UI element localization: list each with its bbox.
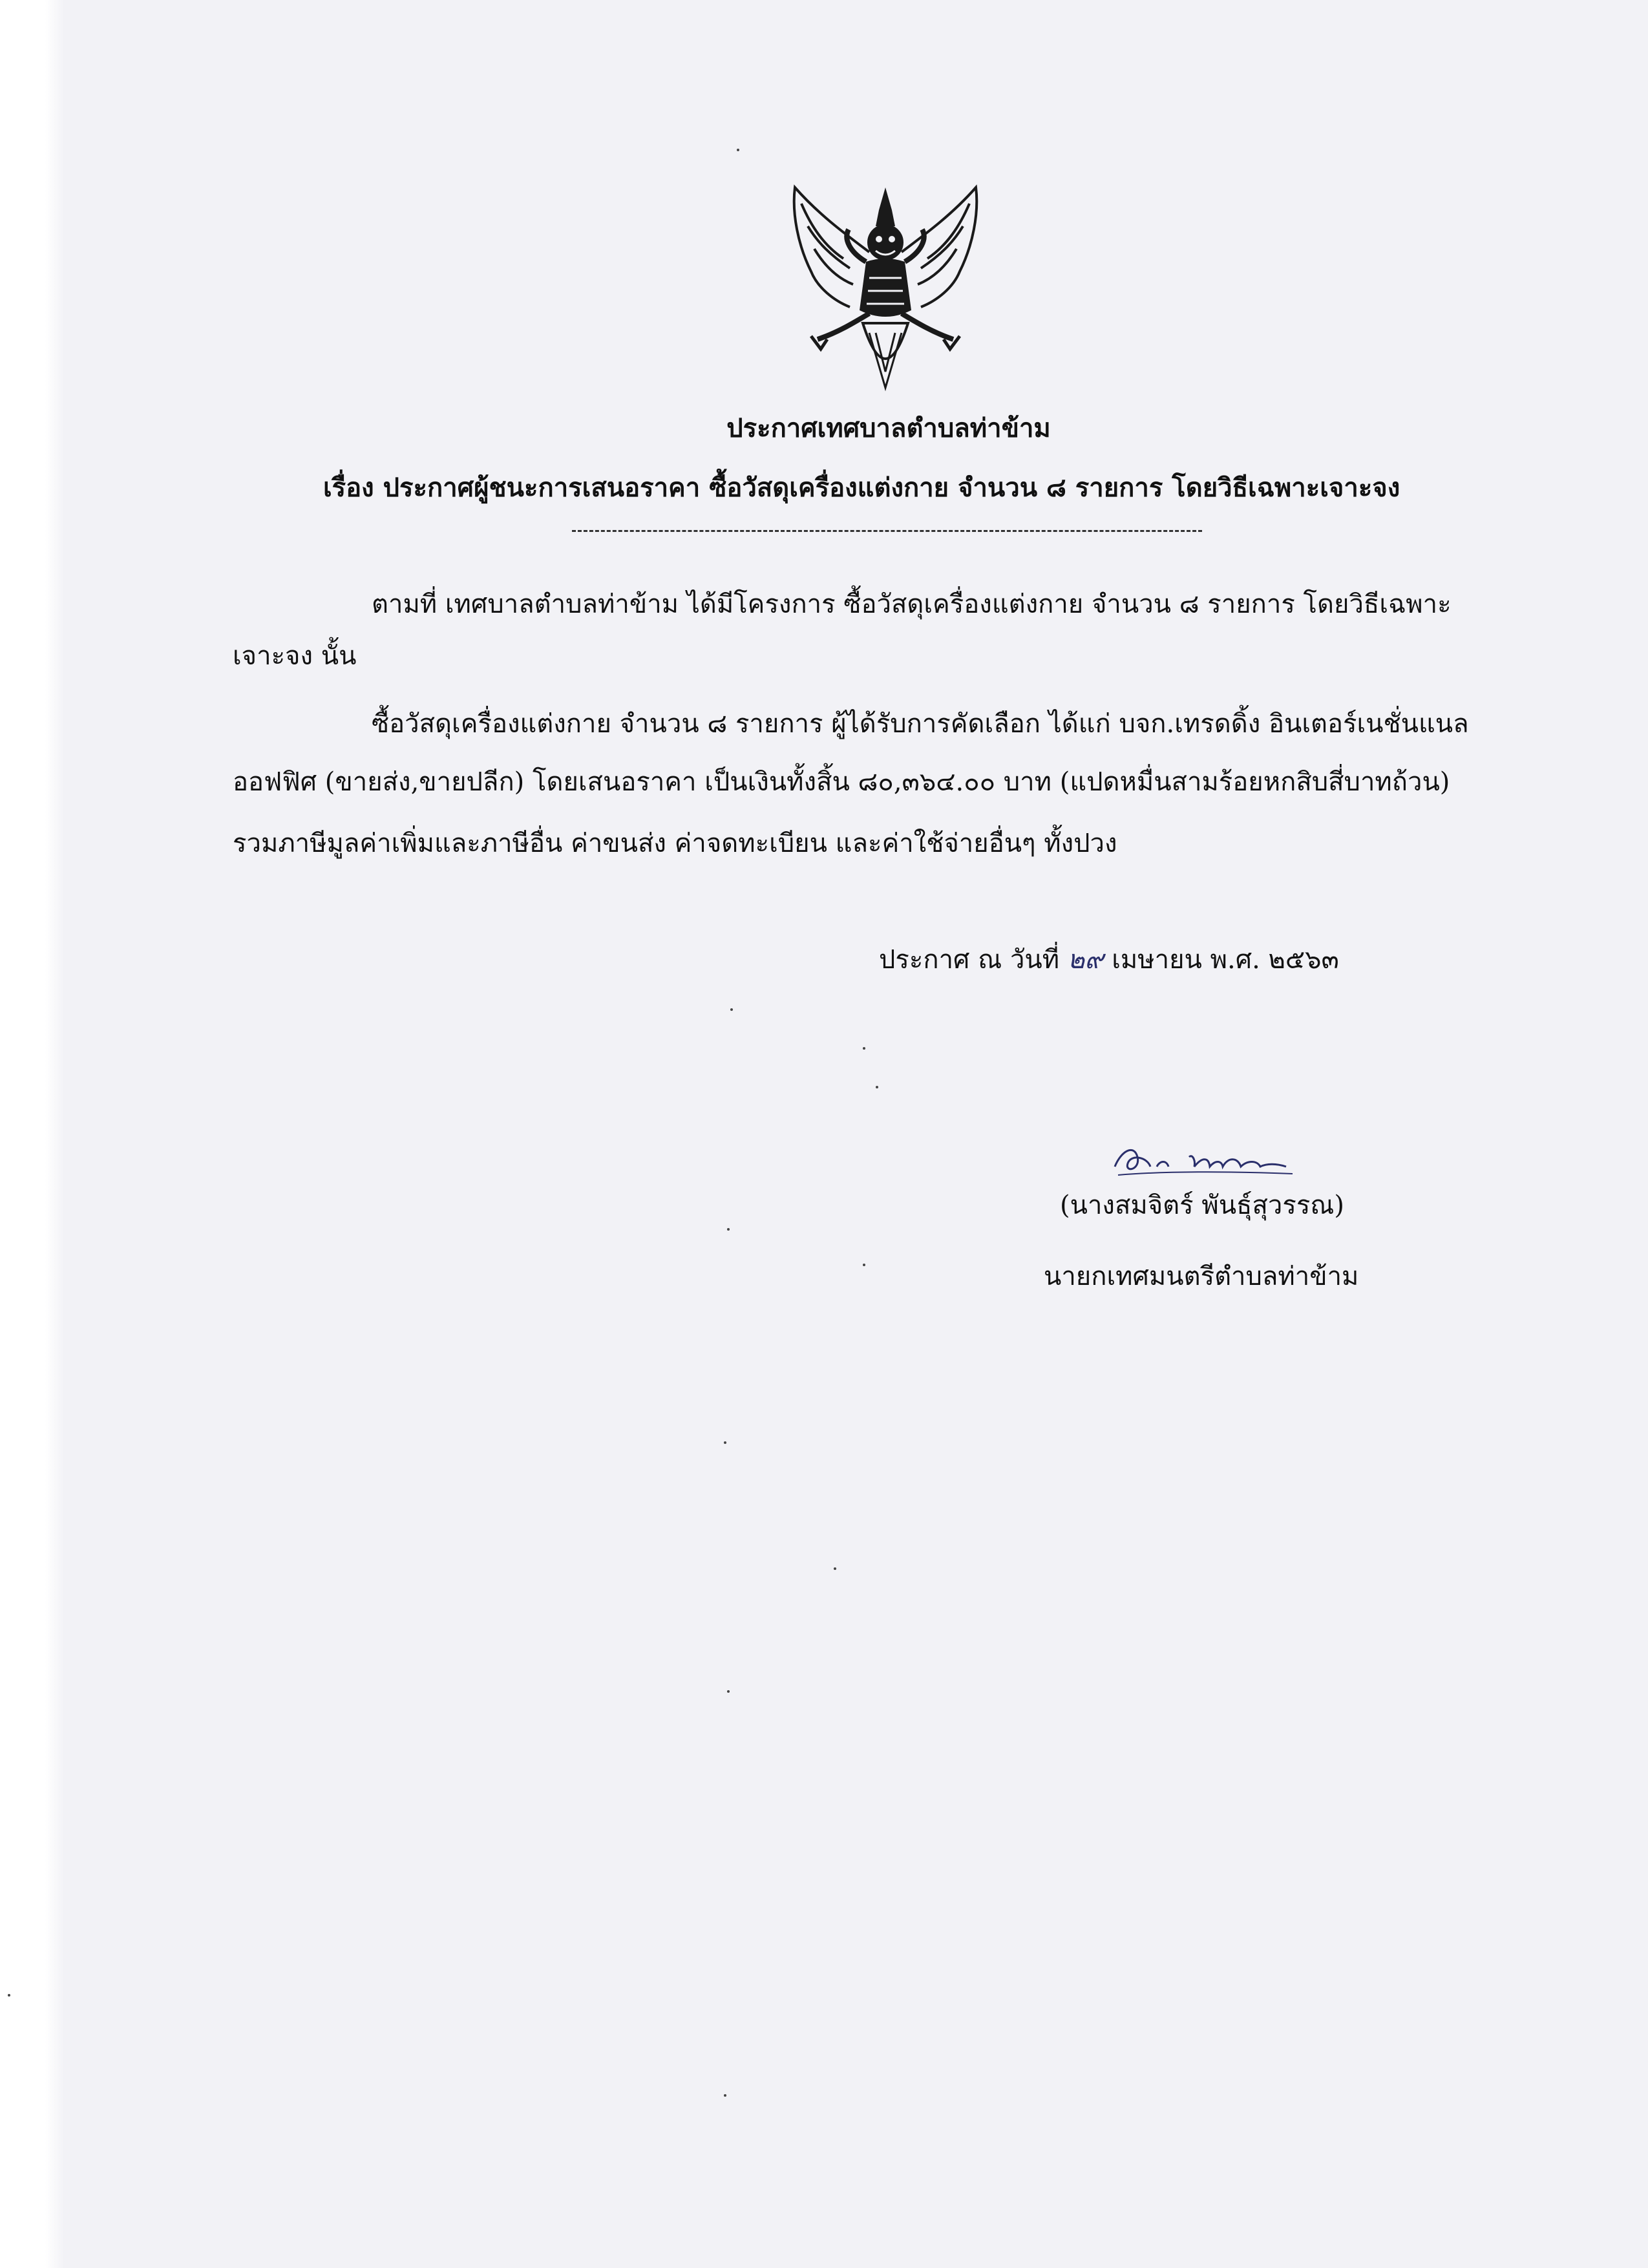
- scan-speck: [863, 1264, 865, 1266]
- body-para2-line3: รวมภาษีมูลค่าเพิ่มและภาษีอื่น ค่าขนส่ง ค่าจดทะเบียน และค่าใช้จ่ายอื่นๆ ทั้งปวง: [233, 829, 1117, 858]
- date-day-handwritten: ๒๙: [1067, 945, 1104, 975]
- signer-position: นายกเทศมนตรีตำบลท่าข้าม: [1044, 1262, 1359, 1291]
- divider-rule: [572, 530, 1202, 532]
- scan-speck: [724, 1441, 726, 1444]
- body-para1-line2: เจาะจง นั้น: [233, 641, 357, 671]
- scan-speck: [730, 1008, 733, 1011]
- announcement-date: [879, 940, 1339, 979]
- scan-speck: [737, 149, 739, 151]
- scan-speck: [834, 1567, 836, 1570]
- date-month-year: เมษายน พ.ศ. ๒๕๖๓: [1112, 945, 1339, 975]
- garuda-emblem-icon: [772, 175, 998, 407]
- scan-speck: [863, 1047, 865, 1050]
- scan-speck: [727, 1228, 730, 1231]
- signer-name: (นางสมจิตร์ พันธุ์สุวรรณ): [1060, 1191, 1345, 1220]
- body-para2-line2: ออฟฟิศ (ขายส่ง,ขายปลีก) โดยเสนอราคา เป็นเงินทั้งสิ้น ๘๐,๓๖๔.๐๐ บาท (แปดหมื่นสามร้อยหกสิบสี่บาทถ้วน): [233, 767, 1450, 797]
- scan-left-margin: [0, 0, 65, 2268]
- scan-speck: [8, 1994, 10, 1997]
- body-para2-line1: ซื้อวัสดุเครื่องแต่งกาย จำนวน ๘ รายการ ผู้ได้รับการคัดเลือก ได้แก่ บจก.เทรดดิ้ง อินเตอร์เนชั่นแนล: [372, 709, 1469, 739]
- body-para1-line1: ตามที่ เทศบาลตำบลท่าข้าม ได้มีโครงการ ซื้อวัสดุเครื่องแต่งกาย จำนวน ๘ รายการ โดยวิธีเฉพาะ: [372, 589, 1452, 619]
- announcement-title: ประกาศเทศบาลตำบลท่าข้าม: [726, 413, 1051, 443]
- signature-mark: [1112, 1138, 1299, 1183]
- announcement-subject: เรื่อง ประกาศผู้ชนะการเสนอราคา ซื้อวัสดุเครื่องแต่งกาย จำนวน ๘ รายการ โดยวิธีเฉพาะเจาะจง: [323, 472, 1400, 503]
- scan-speck: [724, 2094, 726, 2097]
- scan-speck: [727, 1690, 730, 1693]
- date-prefix: ประกาศ ณ วันที่: [879, 945, 1060, 975]
- scan-speck: [876, 1086, 878, 1088]
